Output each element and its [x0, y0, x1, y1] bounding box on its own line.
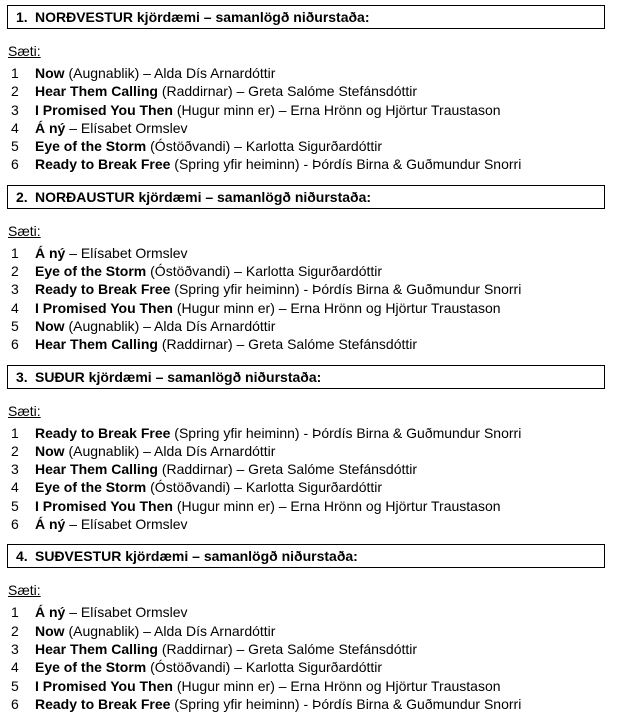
song-title: I Promised You Then: [35, 101, 173, 118]
song-title: Hear Them Calling: [35, 336, 158, 353]
song-entry: [35, 658, 382, 676]
song-details: (Augnablik) – Alda Dís Arnardóttir: [68, 622, 276, 639]
result-row: [7, 460, 617, 478]
section-header: [7, 544, 605, 568]
results-list: [7, 424, 617, 534]
song-title: Now: [35, 65, 65, 81]
result-row: [7, 497, 617, 515]
section-title: NORÐVESTUR kjördæmi – samanlögð niðurstaða:: [35, 9, 370, 25]
song-details: – Elísabet Ormslev: [69, 604, 188, 621]
rank-number: 5: [11, 677, 19, 694]
rank-number: 2: [11, 622, 19, 639]
section-number: 1.: [16, 9, 28, 25]
result-row: [7, 442, 617, 460]
result-row: [7, 82, 617, 100]
result-row: [7, 137, 617, 155]
rank-number: 5: [11, 138, 19, 155]
rank-number: 3: [11, 640, 19, 657]
section-header: [7, 185, 605, 209]
results-list: [7, 603, 617, 713]
song-title: Eye of the Storm: [35, 479, 147, 496]
song-details: (Augnablik) – Alda Dís Arnardóttir: [68, 65, 276, 81]
rank-number: 5: [11, 497, 19, 514]
result-row: [7, 677, 617, 695]
song-details: – Elísabet Ormslev: [69, 244, 188, 261]
rank-number: 1: [11, 65, 19, 81]
results-list: [7, 244, 617, 354]
song-title: Ready to Break Free: [35, 424, 171, 441]
song-details: (Óstöðvandi) – Karlotta Sigurðardóttir: [150, 479, 383, 496]
song-entry: [35, 155, 521, 173]
song-details: (Raddirnar) – Greta Salóme Stefánsdóttir: [161, 640, 418, 657]
song-details: (Raddirnar) – Greta Salóme Stefánsdóttir: [161, 83, 418, 100]
results-list: [7, 64, 617, 174]
result-row: [7, 317, 617, 335]
section-number: 3.: [16, 368, 28, 385]
song-details: (Hugur minn er) – Erna Hrönn og Hjörtur Traustason: [176, 299, 501, 316]
song-details: (Spring yfir heiminn) - Þórdís Birna & Guðmundur Snorri: [174, 281, 522, 298]
seats-label: Sæti:: [8, 582, 41, 599]
result-row: [7, 101, 617, 119]
result-row: [7, 658, 617, 676]
section-header: [7, 365, 605, 389]
song-entry: [35, 478, 382, 496]
section-nordaustur: [7, 185, 617, 354]
result-row: [7, 695, 617, 713]
rank-number: 3: [11, 101, 19, 118]
song-title: Hear Them Calling: [35, 83, 158, 100]
section-sudur: [7, 365, 617, 534]
song-title: Eye of the Storm: [35, 138, 147, 155]
result-row: [7, 640, 617, 658]
song-entry: [35, 497, 501, 515]
rank-number: 6: [11, 516, 19, 533]
song-title: Now: [35, 442, 65, 459]
result-row: [7, 603, 617, 621]
song-details: (Augnablik) – Alda Dís Arnardóttir: [68, 442, 276, 459]
song-title: Á ný: [35, 244, 66, 261]
song-details: (Augnablik) – Alda Dís Arnardóttir: [68, 317, 276, 334]
song-entry: [35, 640, 417, 658]
song-entry: [35, 317, 275, 335]
rank-number: 1: [11, 244, 19, 261]
song-details: (Raddirnar) – Greta Salóme Stefánsdóttir: [161, 336, 418, 353]
song-details: (Hugur minn er) – Erna Hrönn og Hjörtur Traustason: [176, 101, 501, 118]
result-row: [7, 262, 617, 280]
song-details: – Elísabet Ormslev: [69, 119, 188, 136]
section-title: SUÐUR kjördæmi – samanlögð niðurstaða:: [35, 368, 322, 385]
song-details: (Hugur minn er) – Erna Hrönn og Hjörtur Traustason: [176, 677, 501, 694]
rank-number: 1: [11, 604, 19, 621]
song-title: Ready to Break Free: [35, 156, 171, 173]
song-details: (Spring yfir heiminn) - Þórdís Birna & Guðmundur Snorri: [174, 156, 522, 173]
song-entry: [35, 137, 382, 155]
section-number: 4.: [16, 548, 28, 565]
song-entry: [35, 622, 275, 640]
result-row: [7, 280, 617, 298]
result-row: [7, 64, 617, 82]
song-entry: [35, 280, 521, 298]
rank-number: 1: [11, 424, 19, 441]
song-title: I Promised You Then: [35, 677, 173, 694]
song-title: Hear Them Calling: [35, 461, 158, 478]
result-row: [7, 424, 617, 442]
song-details: (Spring yfir heiminn) - Þórdís Birna & Guðmundur Snorri: [174, 695, 522, 712]
song-entry: [35, 262, 382, 280]
rank-number: 4: [11, 479, 19, 496]
song-details: (Hugur minn er) – Erna Hrönn og Hjörtur Traustason: [176, 497, 501, 514]
result-row: [7, 119, 617, 137]
song-entry: [35, 603, 188, 621]
song-entry: [35, 460, 417, 478]
song-details: (Raddirnar) – Greta Salóme Stefánsdóttir: [161, 461, 418, 478]
song-title: Á ný: [35, 119, 66, 136]
rank-number: 2: [11, 442, 19, 459]
song-details: (Óstöðvandi) – Karlotta Sigurðardóttir: [150, 263, 383, 280]
song-details: (Óstöðvandi) – Karlotta Sigurðardóttir: [150, 138, 383, 155]
rank-number: 5: [11, 317, 19, 334]
song-title: Á ný: [35, 604, 66, 621]
song-entry: [35, 119, 188, 137]
song-title: Now: [35, 317, 65, 334]
song-details: – Elísabet Ormslev: [69, 516, 188, 533]
song-title: Eye of the Storm: [35, 263, 147, 280]
song-title: I Promised You Then: [35, 497, 173, 514]
song-entry: [35, 101, 501, 119]
song-entry: [35, 64, 275, 82]
rank-number: 2: [11, 263, 19, 280]
result-row: [7, 299, 617, 317]
result-row: [7, 335, 617, 353]
section-title: SUÐVESTUR kjördæmi – samanlögð niðurstaða:: [35, 548, 358, 565]
section-header: [7, 5, 605, 29]
rank-number: 3: [11, 281, 19, 298]
song-entry: [35, 244, 188, 262]
section-nordvestur: [7, 5, 617, 174]
song-title: Hear Them Calling: [35, 640, 158, 657]
result-row: [7, 478, 617, 496]
rank-number: 4: [11, 119, 19, 136]
song-entry: [35, 424, 521, 442]
result-row: [7, 244, 617, 262]
seats-label: Sæti:: [8, 43, 41, 59]
result-row: [7, 515, 617, 533]
song-entry: [35, 515, 188, 533]
song-details: (Spring yfir heiminn) - Þórdís Birna & Guðmundur Snorri: [174, 424, 522, 441]
rank-number: 6: [11, 695, 19, 712]
song-title: Eye of the Storm: [35, 659, 147, 676]
rank-number: 6: [11, 336, 19, 353]
rank-number: 6: [11, 156, 19, 173]
rank-number: 4: [11, 299, 19, 316]
song-entry: [35, 82, 417, 100]
rank-number: 3: [11, 461, 19, 478]
song-title: Á ný: [35, 516, 66, 533]
song-entry: [35, 695, 521, 713]
seats-label: Sæti:: [8, 402, 41, 419]
song-title: Ready to Break Free: [35, 281, 171, 298]
song-details: (Óstöðvandi) – Karlotta Sigurðardóttir: [150, 659, 383, 676]
rank-number: 4: [11, 659, 19, 676]
result-row: [7, 155, 617, 173]
section-sudvestur: [7, 544, 617, 713]
song-title: Ready to Break Free: [35, 695, 171, 712]
song-entry: [35, 677, 501, 695]
song-entry: [35, 335, 417, 353]
seats-label: Sæti:: [8, 222, 41, 239]
rank-number: 2: [11, 83, 19, 100]
song-title: Now: [35, 622, 65, 639]
section-title: NORÐAUSTUR kjördæmi – samanlögð niðurstaða:: [35, 188, 372, 205]
song-entry: [35, 299, 501, 317]
result-row: [7, 622, 617, 640]
song-entry: [35, 442, 275, 460]
song-title: I Promised You Then: [35, 299, 173, 316]
section-number: 2.: [16, 188, 28, 205]
